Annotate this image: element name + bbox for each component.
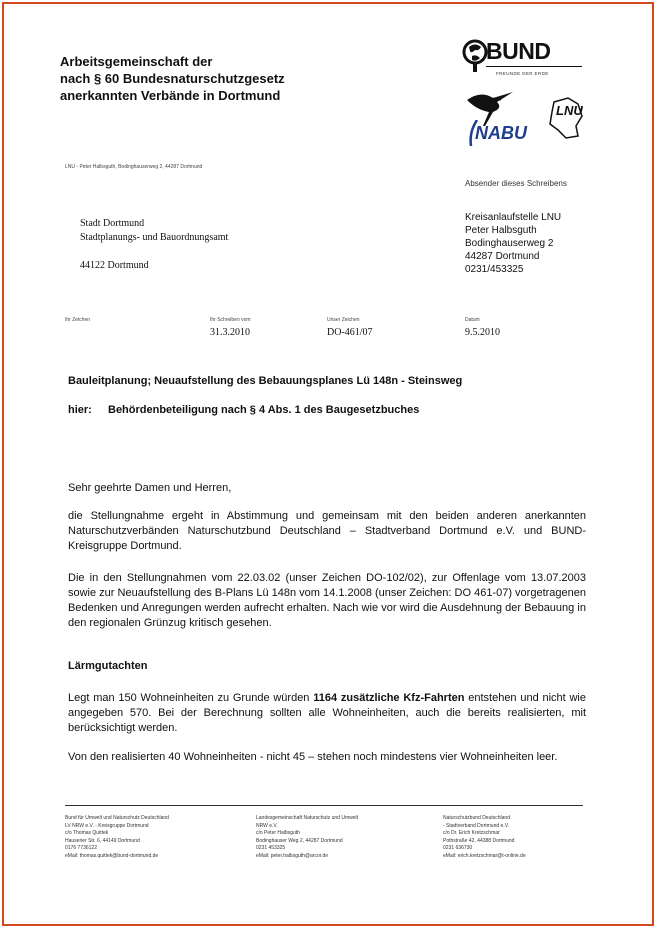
bund-divider [486, 66, 582, 67]
footer-line: c/o Peter Halbsguth [256, 830, 300, 836]
subject-sub-text: Behördenbeteiligung nach § 4 Abs. 1 des Baugesetzbuches [108, 404, 420, 416]
ihr-zeichen-label: Ihr Zeichen [65, 317, 91, 323]
bund-wordmark: BUND [486, 38, 551, 64]
letterhead-line-1: Arbeitsgemeinschaft der [60, 54, 213, 69]
footer-column-bund [65, 815, 169, 860]
footer-line: c/o Dr. Erich Kretzschmar [443, 830, 500, 836]
unser-zeichen-value: DO-461/07 [327, 327, 373, 338]
bund-tagline: FREUNDE DER ERDE [496, 71, 549, 76]
sender-address [465, 211, 561, 276]
footer-line: c/o Thomas Quittek [65, 830, 109, 836]
paragraph-3-start: Legt man 150 Wohneinheiten zu Grunde würden [68, 692, 314, 704]
paragraph-3-emphasis: 1164 zusätzliche Kfz-Fahrten [313, 692, 465, 704]
recipient-address [80, 217, 228, 273]
paragraph-1: die Stellungnahme ergeht in Abstimmung und gemeinsam mit den beiden anderen anerkannten Naturschutzverbänden Naturschutzbund Deutschland – Stadtverband Dortmund e.V. und BUND-Kreisgruppe Dortmund. [68, 510, 586, 552]
bund-globe-icon [462, 36, 488, 74]
nabu-logo [463, 90, 545, 148]
salutation: Sehr geehrte Damen und Herren, [68, 482, 232, 494]
footer-line: Hausener Str. 6, 44149 Dortmund [65, 837, 140, 844]
bund-logo [462, 36, 582, 86]
footer-line: LV NRW e.V. - Kreisgruppe Dortmund [65, 822, 149, 829]
datum-label: Datum [465, 317, 480, 323]
nabu-wordmark: NABU [475, 123, 527, 143]
footer-line: - Stadtverband Dortmund e.V. [443, 822, 509, 829]
paragraph-2: Die in den Stellungnahmen vom 22.03.02 (unser Zeichen DO-102/02), zur Offenlage vom 13.07.2003 sowie zur Neuaufstellung des B-Plans Lü 148n vom 14.1.2008 (unser Zeichen: DO 461-07) vorgetragenen Bedenken und Anregungen werden aufrecht erhalten. Nach wie vor wird die Ausdehnung der Bebauung in den regionalen Grünzug kritisch gesehen. [68, 572, 586, 629]
subject-line: Bauleitplanung; Neuaufstellung des Bebauungsplanes Lü 148n - Steinsweg [68, 375, 463, 387]
section-heading-laermgutachten: Lärmgutachten [68, 660, 148, 672]
lnu-logo [548, 96, 584, 140]
letterhead-line-3: anerkannten Verbände in Dortmund [60, 88, 281, 103]
letterhead-title [60, 53, 285, 104]
sender-line-3: Bodinghauserweg 2 [465, 238, 554, 249]
datum-value: 9.5.2010 [465, 327, 500, 338]
ihr-schreiben-value: 31.3.2010 [210, 327, 250, 338]
footer-line: Landesgemeinschaft Naturschutz und Umwelt [256, 815, 358, 821]
page-border [2, 2, 654, 926]
footer-line: 0231 636730 [443, 845, 473, 851]
ihr-schreiben-label: Ihr Schreiben vom [210, 317, 251, 323]
sender-line-4: 44287 Dortmund [465, 251, 540, 262]
footer-line: 0231 453325 [256, 845, 286, 851]
absender-label: Absender dieses Schreibens [465, 179, 567, 188]
subject-hier-label: hier: [68, 404, 92, 416]
recipient-line-2: Stadtplanungs- und Bauordnungsamt [80, 232, 229, 243]
sender-line-5: 0231/453325 [465, 264, 524, 275]
paragraph-4: Von den realisierten 40 Wohneinheiten - nicht 45 – stehen noch mindestens vier Wohneinheiten leer. [68, 751, 558, 763]
paragraph-3 [68, 691, 586, 736]
footer-column-lnu [256, 815, 358, 860]
footer-line: Naturschutzbund Deutschland [443, 815, 510, 821]
footer-line: eMail: peter.halbsguth@arcor.de [256, 852, 329, 859]
sender-return-line: LNU - Peter Halbsguth, Bodinghauserweg 2, 44287 Dortmund [65, 164, 203, 170]
unser-zeichen-label: Unser Zeichen [327, 317, 360, 323]
lnu-wordmark: LNU [556, 103, 583, 118]
recipient-line-3: 44122 Dortmund [80, 260, 149, 271]
footer-line: 0176 7736122 [65, 845, 97, 851]
footer-line: eMail: erich.kretzschmar@t-online.de [443, 852, 526, 859]
footer-divider [65, 805, 583, 806]
letterhead-line-2: nach § 60 Bundesnaturschutzgesetz [60, 71, 285, 86]
footer-line: eMail: thomas.quittek@bund-dortmund.de [65, 852, 159, 859]
recipient-line-1: Stadt Dortmund [80, 218, 145, 229]
paragraph-3-end: entstehen und nicht wie angegeben 570. Bei der Berechnung sollten alle Wohneinheiten, auch die bereits realisierten, mit berücksichtigt werden. [68, 692, 586, 734]
sender-line-2: Peter Halbsguth [465, 225, 537, 236]
subject-sub-line [68, 404, 419, 416]
footer-line: NRW e.V. [256, 822, 278, 829]
sender-line-1: Kreisanlaufstelle LNU [465, 212, 562, 223]
footer-column-nabu [443, 815, 526, 860]
footer-line: Pothstraße 42, 44388 Dortmund [443, 837, 515, 844]
footer-line: Bodinghauser Weg 2, 44287 Dortmund [256, 837, 343, 844]
footer-line: Bund für Umwelt und Naturschutz Deutschland [65, 815, 169, 821]
